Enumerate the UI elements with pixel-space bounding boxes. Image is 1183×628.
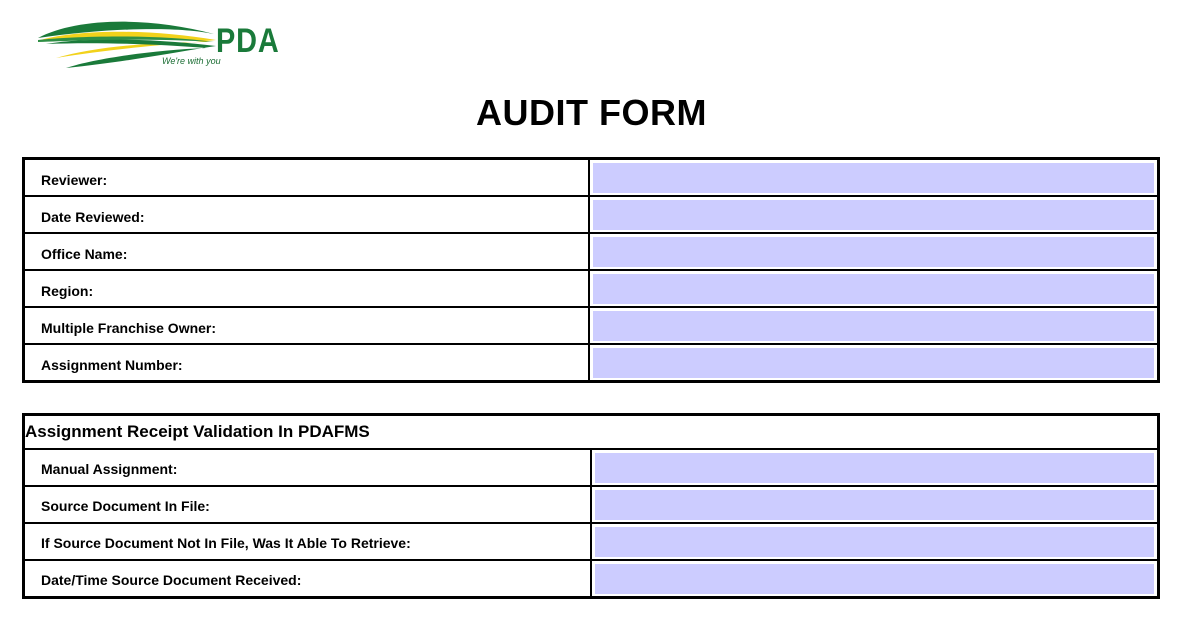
form-row [24,196,1159,233]
section-heading-row [24,415,1159,449]
input-date-time-source-document-received[interactable] [595,564,1154,594]
field-cell [589,196,1159,233]
field-label-manual-assignment: Manual Assignment: [24,449,592,486]
form-row [24,344,1159,382]
form-row [24,449,1159,486]
input-reviewer[interactable] [593,163,1155,193]
field-label-assignment-number: Assignment Number: [24,344,589,382]
receipt-validation-table [22,413,1160,599]
form-row [24,233,1159,270]
form-row [24,270,1159,307]
field-label-if-source-document-not-in-file-was-it-able-to-retrieve: If Source Document Not In File, Was It Able To Retrieve: [24,523,592,560]
field-cell [589,307,1159,344]
field-label-region: Region: [24,270,589,307]
form-row [24,159,1159,197]
section-heading: Assignment Receipt Validation In PDAFMS [24,415,1159,449]
field-cell [589,159,1159,197]
field-cell [591,560,1159,598]
input-source-document-in-file[interactable] [595,490,1154,520]
input-if-source-document-not-in-file-was-it-able-to-retrieve[interactable] [595,527,1154,557]
field-cell [591,449,1159,486]
field-cell [589,270,1159,307]
form-row [24,307,1159,344]
form-row [24,486,1159,523]
form-row [24,523,1159,560]
input-multiple-franchise-owner[interactable] [593,311,1155,341]
field-label-reviewer: Reviewer: [24,159,589,197]
field-cell [591,523,1159,560]
input-region[interactable] [593,274,1155,304]
input-date-reviewed[interactable] [593,200,1155,230]
field-cell [589,233,1159,270]
field-label-date-reviewed: Date Reviewed: [24,196,589,233]
pda-logo [36,18,280,72]
field-label-source-document-in-file: Source Document In File: [24,486,592,523]
logo-brand-text: PDA [216,22,280,60]
logo-tagline: We're with you [162,56,221,66]
field-cell [589,344,1159,382]
field-label-multiple-franchise-owner: Multiple Franchise Owner: [24,307,589,344]
input-manual-assignment[interactable] [595,453,1154,483]
page-title: AUDIT FORM [476,92,707,133]
input-assignment-number[interactable] [593,348,1155,378]
form-row [24,560,1159,598]
general-info-table [22,157,1160,383]
field-cell [591,486,1159,523]
field-label-office-name: Office Name: [24,233,589,270]
input-office-name[interactable] [593,237,1155,267]
field-label-date-time-source-document-received: Date/Time Source Document Received: [24,560,592,598]
